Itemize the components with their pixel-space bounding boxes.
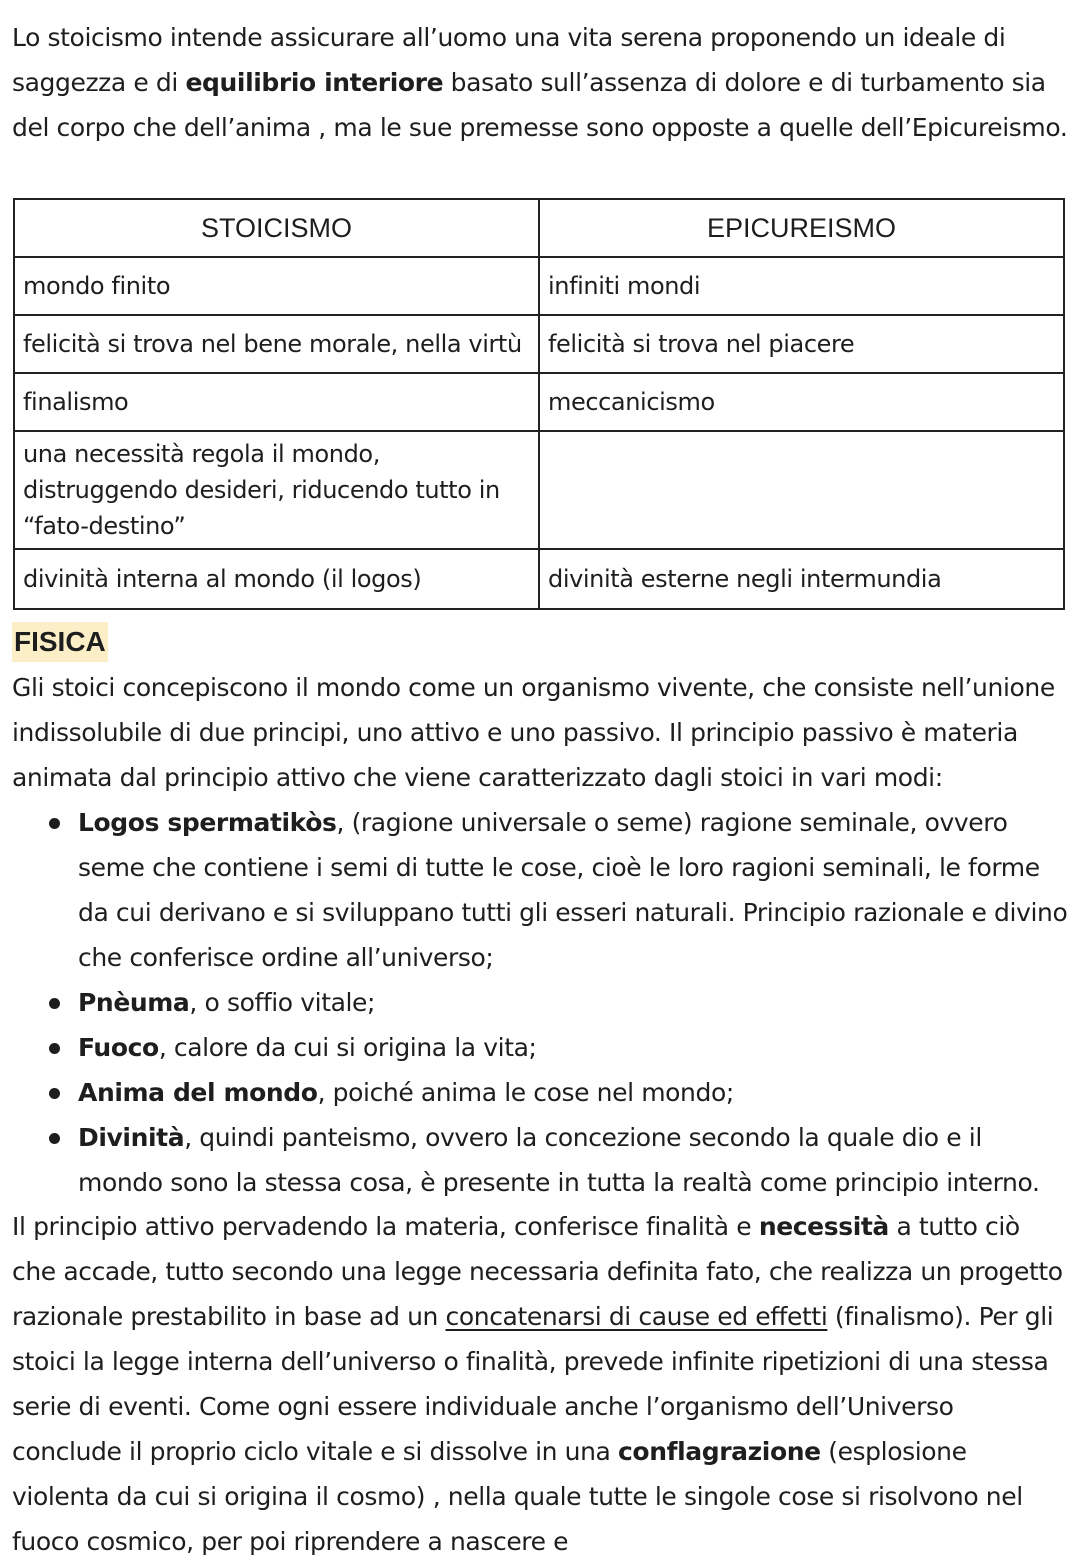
list-item-term: Fuoco bbox=[78, 1033, 159, 1062]
section-heading-fisica: FISICA bbox=[12, 622, 108, 662]
paragraph-text: a tutto ciò che accade, tutto secondo una legge necessaria definita fato, che realizza un progetto razionale prestabilito in base ad un bbox=[12, 1212, 1063, 1331]
principles-list bbox=[0, 800, 1070, 1205]
header-stoicismo: STOICISMO bbox=[14, 199, 539, 257]
paragraph-text: (esplosione violenta da cui si origina il cosmo) , nella quale tutte le singole cose si risolvono nel fuoco cosmico, per poi riprendere a nascere e bbox=[12, 1437, 1023, 1556]
paragraph-text: (finalismo). Per gli stoici la legge interna dell’universo o finalità, prevede infinite ripetizioni di una stessa serie di eventi. Come ogni essere individuale anche l’organismo dell’Universo conclude il proprio ciclo vitale e si dissolve in una bbox=[12, 1302, 1054, 1466]
list-item bbox=[0, 800, 1070, 980]
list-item-text: , o soffio vitale; bbox=[189, 988, 376, 1017]
table-cell: infiniti mondi bbox=[539, 257, 1064, 315]
intro-bold-term: equilibrio interiore bbox=[185, 68, 444, 97]
bold-term-conflagrazione: conflagrazione bbox=[618, 1437, 821, 1466]
bullet-icon bbox=[49, 1088, 60, 1099]
table-cell: una necessità regola il mondo, distruggendo desideri, riducendo tutto in “fato-destino” bbox=[14, 431, 539, 549]
paragraph-text: Il principio attivo pervadendo la materia, conferisce finalità e bbox=[12, 1212, 759, 1241]
list-item-term: Divinità bbox=[78, 1123, 185, 1152]
intro-paragraph bbox=[12, 15, 1070, 150]
table-row bbox=[14, 549, 1064, 609]
table-cell: mondo finito bbox=[14, 257, 539, 315]
bullet-icon bbox=[49, 1133, 60, 1144]
list-item-text: , calore da cui si origina la vita; bbox=[158, 1033, 537, 1062]
list-item bbox=[0, 1070, 1070, 1115]
list-item-text: , (ragione universale o seme) ragione seminale, ovvero seme che contiene i semi di tutte le cose, cioè le loro ragioni seminali, le forme da cui derivano e si sviluppano tutti gli esseri naturali. Principio razionale e divino che conferisce ordine all’universo; bbox=[78, 808, 1068, 972]
list-item-term: Anima del mondo bbox=[78, 1078, 318, 1107]
table-row bbox=[14, 373, 1064, 431]
underlined-phrase: concatenarsi di cause ed effetti bbox=[445, 1302, 828, 1331]
list-item-term: Pnèuma bbox=[78, 988, 190, 1017]
list-item bbox=[0, 1025, 1070, 1070]
table-cell: divinità interna al mondo (il logos) bbox=[14, 549, 539, 609]
table-row bbox=[14, 257, 1064, 315]
comparison-table bbox=[13, 198, 1065, 610]
bullet-icon bbox=[49, 818, 60, 829]
list-item bbox=[0, 980, 1070, 1025]
table-cell: divinità esterne negli intermundia bbox=[539, 549, 1064, 609]
table-cell: felicità si trova nel piacere bbox=[539, 315, 1064, 373]
table-cell: felicità si trova nel bene morale, nella virtù bbox=[14, 315, 539, 373]
table-cell: meccanicismo bbox=[539, 373, 1064, 431]
header-epicureismo: EPICUREISMO bbox=[539, 199, 1064, 257]
intro-text-end: basato sull’assenza di dolore e di turbamento sia del corpo che dell’anima , ma le sue premesse sono opposte a quelle dell’Epicureismo. bbox=[12, 68, 1068, 142]
list-item-term: Logos spermatikòs bbox=[78, 808, 337, 837]
bullet-icon bbox=[49, 998, 60, 1009]
bullet-icon bbox=[49, 1043, 60, 1054]
intro-text-start: Lo stoicismo intende assicurare all’uomo una vita serena proponendo un ideale di saggezza e di bbox=[12, 23, 1006, 97]
list-item bbox=[0, 1115, 1070, 1205]
fisica-intro-paragraph: Gli stoici concepiscono il mondo come un organismo vivente, che consiste nell’unione indissolubile di due principi, uno attivo e uno passivo. Il principio passivo è materia animata dal principio attivo che viene caratterizzato dagli stoici in vari modi: bbox=[12, 673, 1055, 792]
table-cell: finalismo bbox=[14, 373, 539, 431]
table-header-row bbox=[14, 199, 1064, 257]
list-item-text: , quindi panteismo, ovvero la concezione secondo la quale dio e il mondo sono la stessa cosa, è presente in tutta la realtà come principio interno. bbox=[78, 1123, 1040, 1197]
principio-attivo-paragraph bbox=[12, 1204, 1070, 1564]
bold-term-necessita: necessità bbox=[758, 1212, 889, 1241]
table-row bbox=[14, 431, 1064, 549]
table-row bbox=[14, 315, 1064, 373]
list-item-text: , poiché anima le cose nel mondo; bbox=[317, 1078, 734, 1107]
table-cell bbox=[539, 431, 1064, 549]
